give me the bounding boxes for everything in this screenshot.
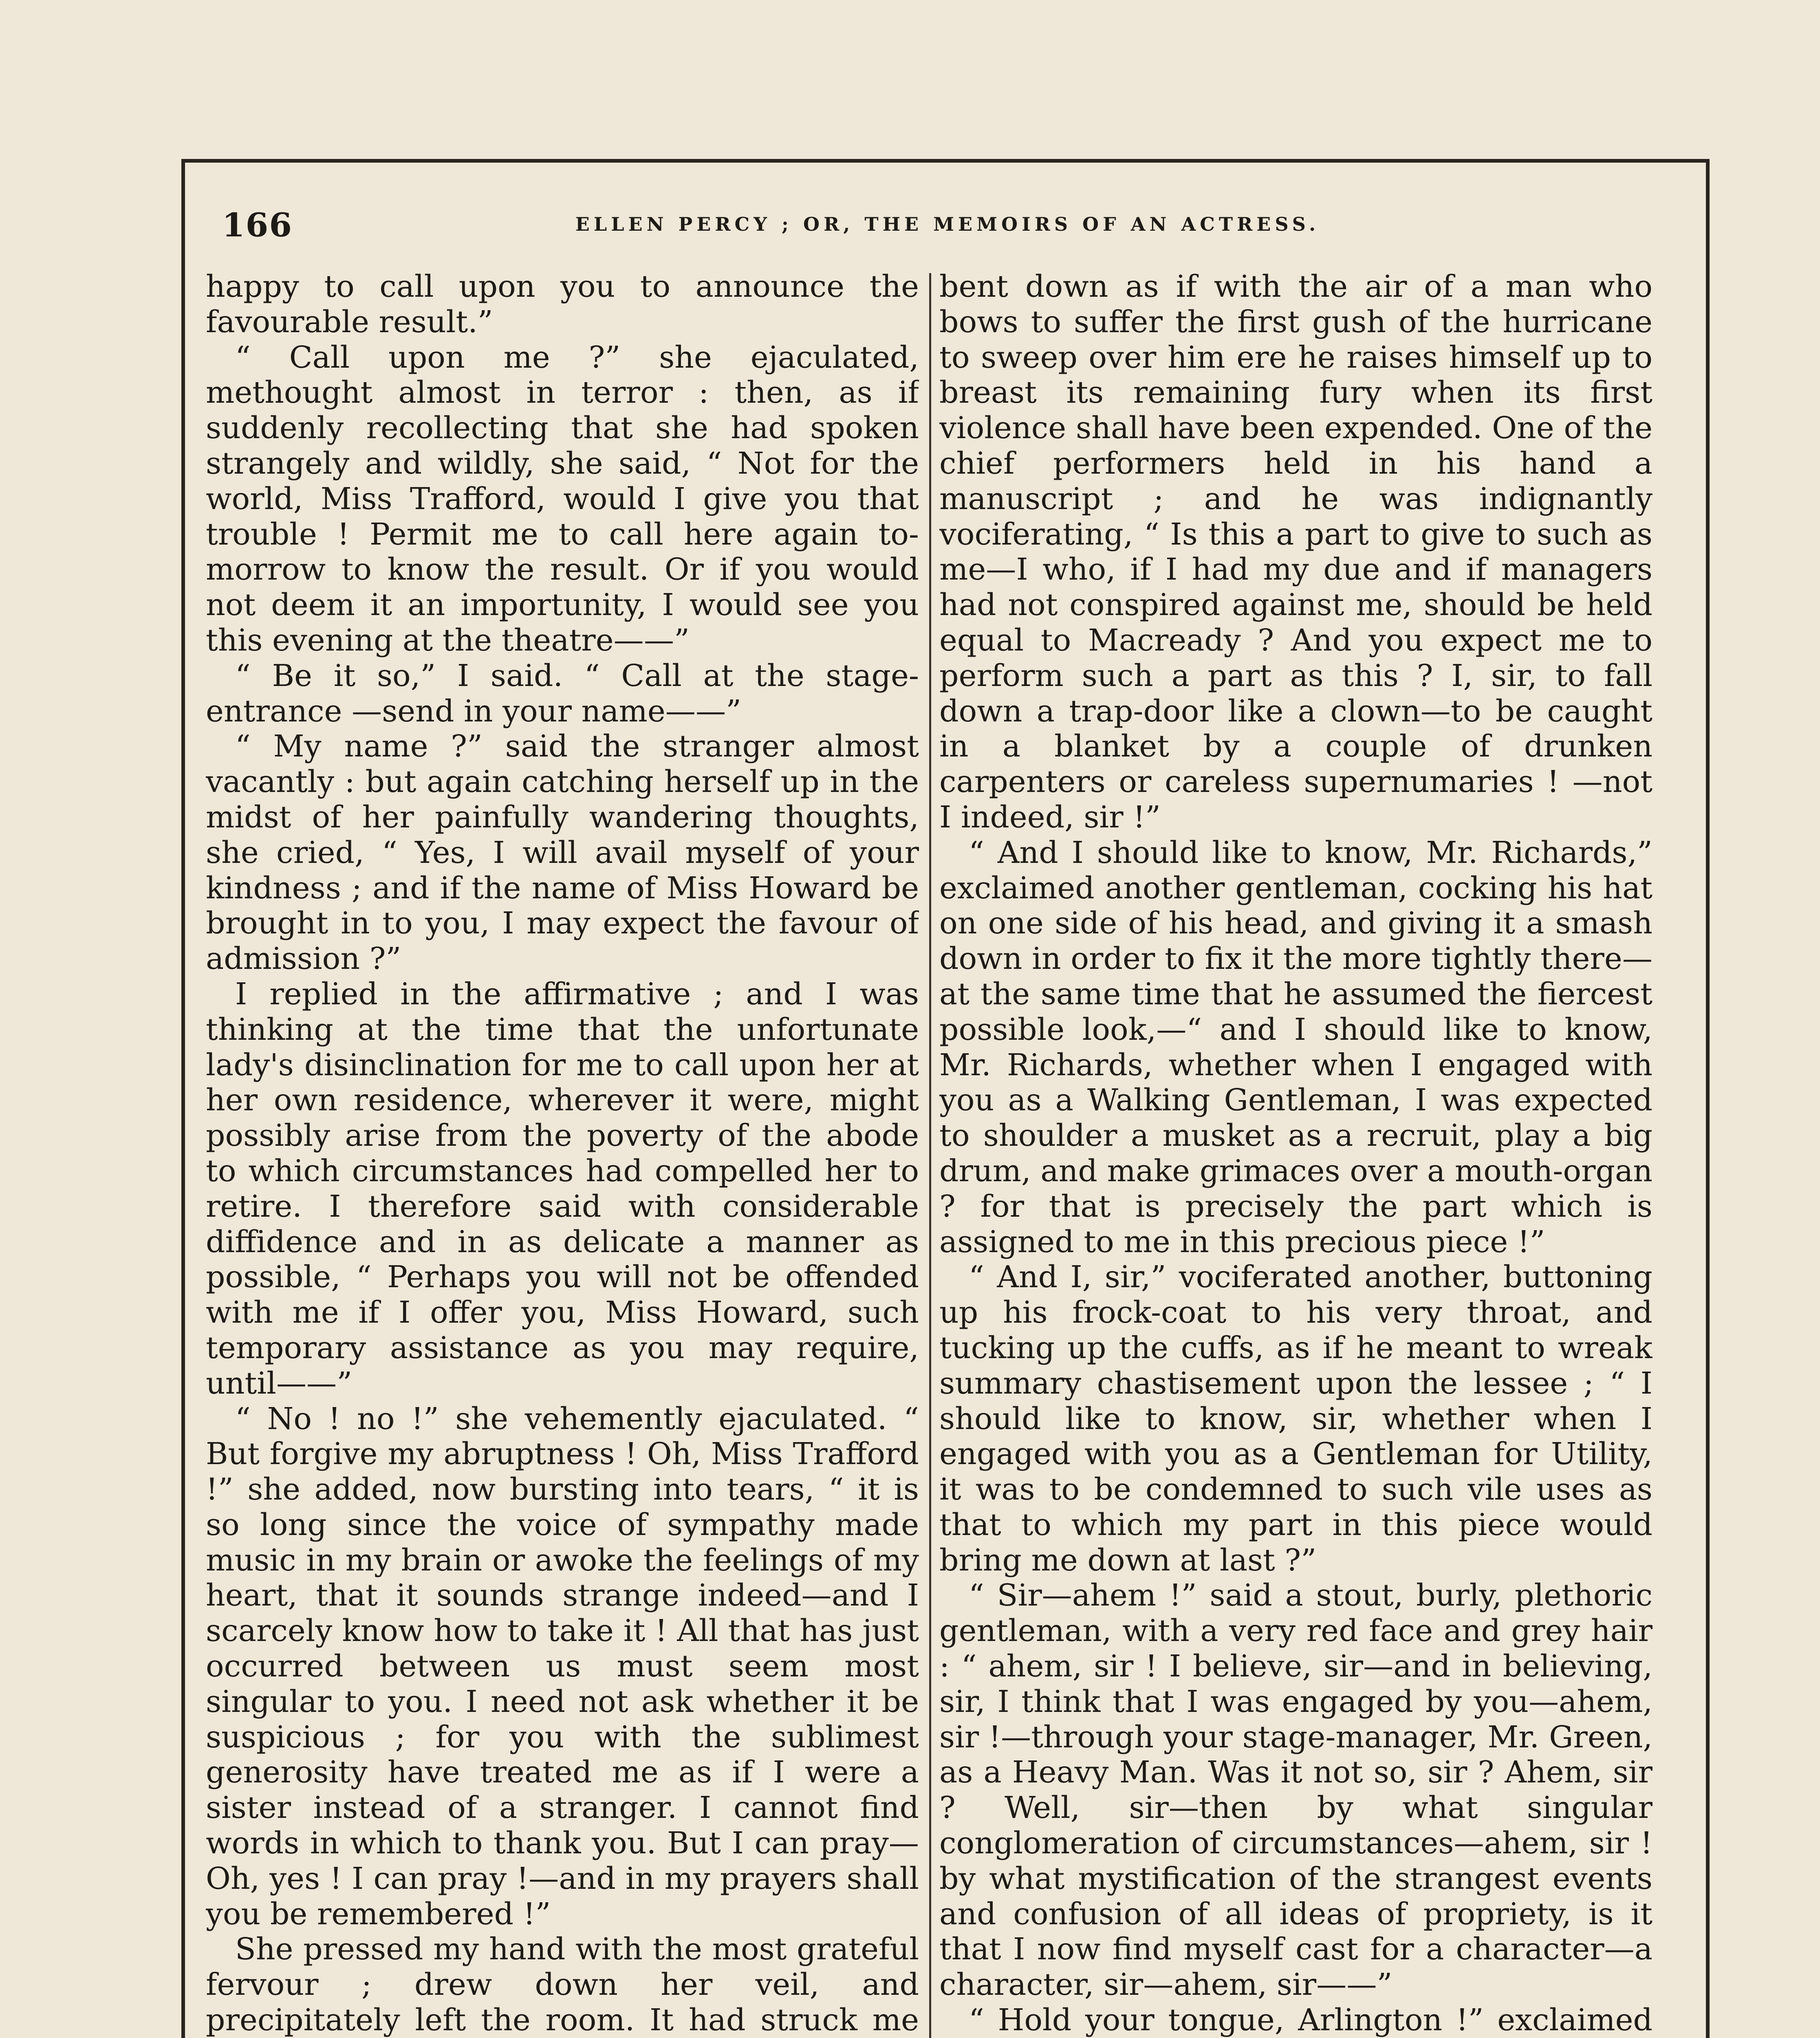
paragraph: She pressed my hand with the most grateful fervour ; drew down her veil, and precipitately left the room. It had struck me — [206, 1932, 919, 2038]
column-divider — [929, 273, 931, 2038]
page-number: 166 — [222, 206, 293, 244]
paragraph: happy to call upon you to announce the favourable result.” — [206, 269, 919, 340]
paragraph: I replied in the affirmative ; and I was thinking at the time that the unfortunate lady's disinclination for me to call upon her at her own residence, wherever it were, might possibly arise from the poverty of the abode to which circumstances had compelled her to retire. I therefore said with considerable diffidence and in as delicate a manner as possible, “ Perhaps you will not be offended with me if I offer you, Miss Howard, such temporary assistance as you may require, until——” — [206, 976, 919, 1401]
paragraph: “ No ! no !” she vehemently ejaculated. “ But forgive my abruptness ! Oh, Miss Trafford !” she added, now bursting into tears, “ it is so long since the voice of sympathy made music in my brain or awoke the feelings of my heart, that it sounds strange indeed—and I scarcely know how to take it ! All that has just occurred between us must seem most singular to you. I need not ask whether it be suspicious ; for you with the sublimest generosity have treated me as if I were a sister instead of a stranger. I cannot find words in which to thank you. But I can pray—Oh, yes ! I can pray !—and in my prayers shall you be remembered !” — [206, 1401, 919, 1932]
paragraph: “ Be it so,” I said. “ Call at the stage-entrance —send in your name——” — [206, 658, 919, 729]
paragraph: “ My name ?” said the stranger almost vacantly : but again catching herself up in the midst of her painfully wandering thoughts, she cried, “ Yes, I will avail myself of your kindness ; and if the name of Miss Howard be brought in to you, I may expect the favour of admission ?” — [206, 729, 919, 977]
paragraph: “ And I should like to know, Mr. Richards,” exclaimed another gentleman, cocking his hat on one side of his head, and giving it a smash down in order to fix it the more tightly there—at the same time that he assumed the fiercest possible look,—“ and I should like to know, Mr. Richards, whether when I engaged with you as a Walking Gentleman, I was expected to shoulder a musket as a recruit, play a big drum, and make grimaces over a mouth-organ ? for that is precisely the part which is assigned to me in this precious piece !” — [939, 835, 1653, 1259]
left-column — [206, 269, 919, 2038]
page-header — [222, 206, 1673, 243]
paragraph: “ Call upon me ?” she ejaculated, methought almost in terror : then, as if suddenly recollecting that she had spoken strangely and wildly, she said, “ Not for the world, Miss Trafford, would I give you that trouble ! Permit me to call here again to-morrow to know the result. Or if you would not deem it an importunity, I would see you this evening at the theatre——” — [206, 340, 919, 658]
running-title: ELLEN PERCY ; OR, THE MEMOIRS OF AN ACTRESS. — [575, 213, 1320, 235]
paragraph: “ And I, sir,” vociferated another, buttoning up his frock-coat to his very throat, and tucking up the cuffs, as if he meant to wreak summary chastisement upon the lessee ; “ I should like to know, sir, whether when I engaged with you as a Gentleman for Utility, it was to be condemned to such vile uses as that to which my part in this piece would bring me down at last ?” — [939, 1259, 1653, 1578]
paragraph: “ Sir—ahem !” said a stout, burly, plethoric gentleman, with a very red face and grey hair : “ ahem, sir ! I believe, sir—and in believing, sir, I think that I was engaged by you—ahem, sir !—through your stage-manager, Mr. Green, as a Heavy Man. Was it not so, sir ? Ahem, sir ? Well, sir—then by what singular conglomeration of circumstances—ahem, sir ! by what mystification of the strangest events and confusion of all ideas of propriety, is it that I now find myself cast for a character—a character, sir—ahem, sir——” — [939, 1578, 1653, 2003]
paragraph: “ Hold your tongue, Arlington !” exclaimed — [969, 2003, 1653, 2038]
paragraph: bent down as if with the air of a man who bows to suffer the first gush of the hurricane to sweep over him ere he raises himself up to breast its remaining fury when its first violence shall have been expended. One of the chief performers held in his hand a manuscript ; and he was indignantly vociferating, “ Is this a part to give to such as me—I who, if I had my due and if managers had not conspired against me, should be held equal to Macready ? And you expect me to perform such a part as this ? I, sir, to fall down a trap-door like a clown—to be caught in a blanket by a couple of drunken carpenters or careless supernumaries ! —not I indeed, sir !” — [939, 269, 1653, 835]
right-column — [939, 269, 1653, 2038]
